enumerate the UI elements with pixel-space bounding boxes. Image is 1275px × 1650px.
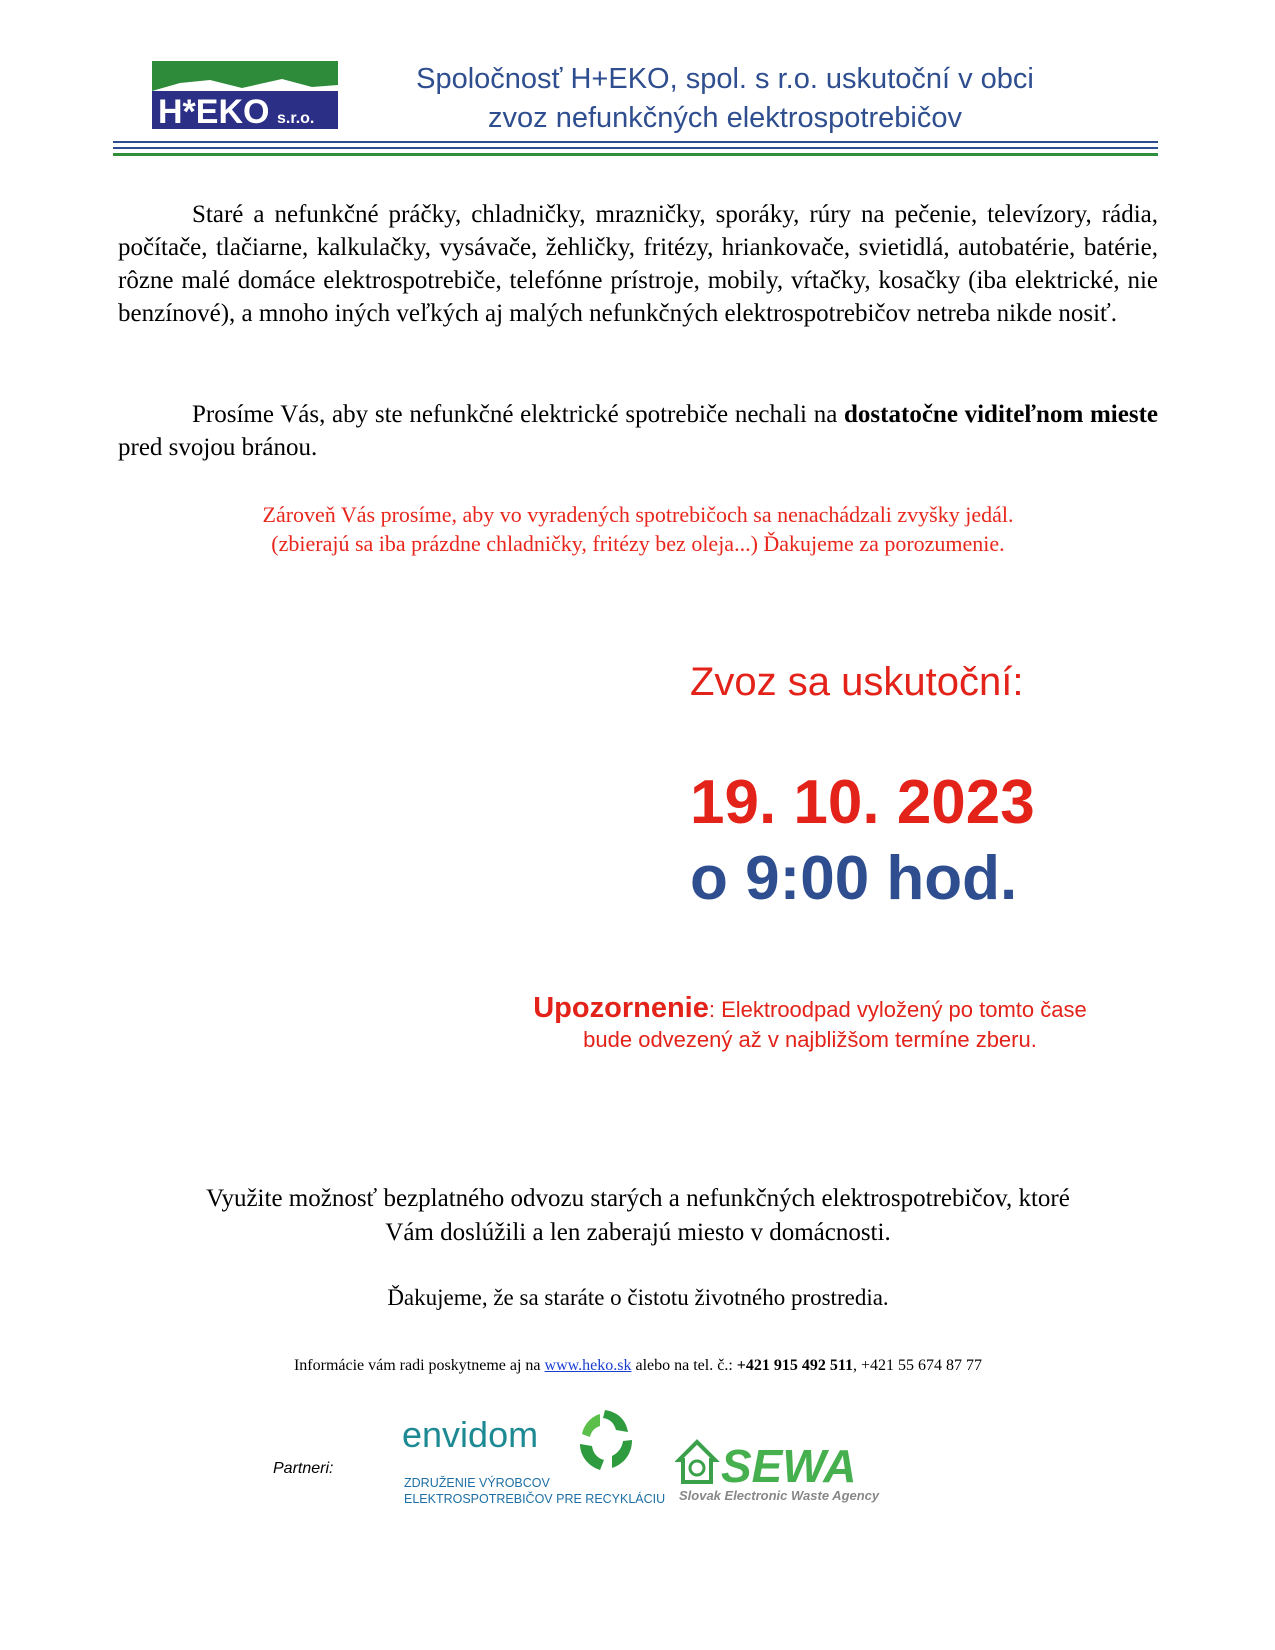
invite-line-1: Využite možnosť bezplatného odvozu starých a nefunkčných elektrospotrebičov, ktoré	[206, 1185, 1070, 1212]
warning-label: Upozornenie	[533, 992, 709, 1024]
sewa-name: SEWA	[721, 1440, 857, 1492]
partners-label: Partneri:	[273, 1460, 334, 1477]
title-line-1: Spoločnosť H+EKO, spol. s r.o. uskutoční v obci	[416, 63, 1034, 95]
header-rule-blue-1	[113, 141, 1158, 143]
info-prefix: Informácie vám radi poskytneme aj na	[293, 1357, 545, 1374]
request-text-end: pred svojou bránou.	[118, 434, 318, 461]
warning-block	[440, 993, 1180, 1055]
sewa-subtitle: Slovak Electronic Waste Agency	[679, 1488, 880, 1503]
food-notice	[118, 500, 1158, 558]
request-text-bold: dostatočne viditeľnom mieste	[844, 401, 1159, 428]
envidom-name: envidom	[402, 1414, 539, 1455]
thanks-text: Ďakujeme, že sa staráte o čistotu životného prostredia.	[387, 1285, 889, 1310]
recycle-icon	[570, 1406, 640, 1476]
intro-paragraph: Staré a nefunkčné práčky, chladničky, mrazničky, sporáky, rúry na pečenie, televízory, rádia, počítače, tlačiarne, kalkulačky, vysávače, žehličky, fritézy, hriankovače, svietidlá, autobatérie, batérie, rôzne malé domáce elektrospotrebiče, telefónne prístroje, mobily, vŕtačky, kosačky (iba elektrické, nie benzínové), a mnoho iných veľkých aj malých nefunkčných elektrospotrebičov netreba nikde nosiť.	[118, 201, 1158, 327]
sewa-logo	[675, 1426, 890, 1506]
header-rule-blue-2	[113, 147, 1158, 149]
invite-line-2: Vám doslúžili a len zaberajú miesto v domácnosti.	[385, 1219, 891, 1246]
heko-logo	[152, 61, 338, 129]
pickup-time: o 9:00 hod.	[690, 844, 1018, 913]
warning-text-2: bude odvezený až v najbližšom termíne zberu.	[583, 1027, 1037, 1052]
request-paragraph	[118, 398, 1158, 464]
info-mid: alebo na tel. č.:	[631, 1357, 737, 1374]
envidom-sub-line-1: ZDRUŽENIE VÝROBCOV	[404, 1476, 550, 1490]
request-text-start: Prosíme Vás, aby ste nefunkčné elektrické spotrebiče nechali na	[192, 401, 845, 428]
title-line-2: zvoz nefunkčných elektrospotrebičov	[488, 102, 962, 134]
logo-main-text: H*EKO	[158, 93, 270, 129]
notice-line-1: Zároveň Vás prosíme, aby vo vyradených spotrebičoch sa nenachádzali zvyšky jedál.	[262, 502, 1014, 527]
envidom-sub-line-2: ELEKTROSPOTREBIČOV PRE RECYKLÁCIU	[404, 1492, 666, 1506]
contact-info	[118, 1357, 1158, 1375]
logo-suffix-text: s.r.o.	[277, 110, 315, 127]
header-rule-green	[113, 153, 1158, 156]
notice-line-2: (zbierajú sa iba prázdne chladničky, fritézy bez oleja...) Ďakujeme za porozumenie.	[271, 531, 1005, 556]
pickup-date: 19. 10. 2023	[690, 768, 1035, 837]
warning-text-1: : Elektroodpad vyložený po tomto čase	[708, 997, 1087, 1022]
website-link[interactable]: www.heko.sk	[544, 1357, 632, 1374]
pickup-label: Zvoz sa uskutoční:	[690, 660, 1024, 704]
phone-primary: +421 915 492 511	[736, 1357, 854, 1374]
invite-text	[118, 1182, 1158, 1250]
page-title	[360, 60, 1090, 138]
phone-secondary: , +421 55 674 87 77	[853, 1357, 983, 1374]
envidom-subtitle	[404, 1475, 665, 1507]
